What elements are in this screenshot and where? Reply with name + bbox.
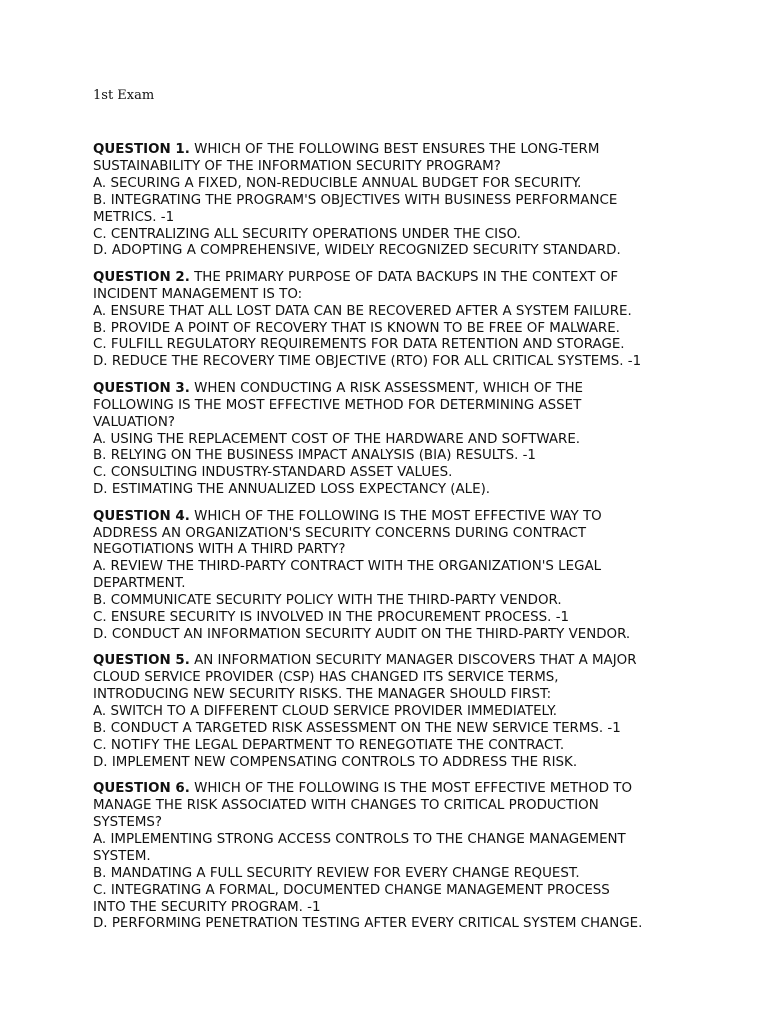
answer-option-line: METRICS. -1 bbox=[93, 209, 175, 225]
question-stem-text: INTRODUCING NEW SECURITY RISKS. THE MANAGER SHOULD FIRST: bbox=[93, 687, 552, 703]
question-stem-text: INCIDENT MANAGEMENT IS TO: bbox=[93, 286, 303, 302]
question-stem-line bbox=[93, 415, 693, 432]
answer-option-line: C. ENSURE SECURITY IS INVOLVED IN THE PROCUREMENT PROCESS. -1 bbox=[93, 610, 570, 626]
answer-option-line: D. REDUCE THE RECOVERY TIME OBJECTIVE (RTO) FOR ALL CRITICAL SYSTEMS. -1 bbox=[93, 354, 642, 370]
question-stem-text: SYSTEMS? bbox=[93, 815, 162, 831]
question-stem-line bbox=[93, 287, 693, 304]
question-2 bbox=[93, 270, 693, 371]
question-list bbox=[93, 142, 693, 943]
question-stem-text: WHEN CONDUCTING A RISK ASSESSMENT, WHICH OF THE bbox=[189, 380, 583, 396]
question-6 bbox=[93, 781, 693, 933]
question-label: QUESTION 6. bbox=[93, 781, 190, 797]
question-stem-text: THE PRIMARY PURPOSE OF DATA BACKUPS IN THE CONTEXT OF bbox=[189, 269, 619, 285]
question-stem-line bbox=[93, 509, 693, 526]
question-stem-line bbox=[93, 398, 693, 415]
question-stem-line bbox=[93, 687, 693, 704]
question-stem-line bbox=[93, 815, 693, 832]
question-stem-line bbox=[93, 781, 693, 798]
answer-option-line: B. COMMUNICATE SECURITY POLICY WITH THE THIRD-PARTY VENDOR. bbox=[93, 593, 562, 609]
question-stem-text: WHICH OF THE FOLLOWING BEST ENSURES THE LONG-TERM bbox=[189, 142, 600, 157]
answer-option-line: C. FULFILL REGULATORY REQUIREMENTS FOR DATA RETENTION AND STORAGE. bbox=[93, 337, 625, 353]
question-stem-text: MANAGE THE RISK ASSOCIATED WITH CHANGES TO CRITICAL PRODUCTION bbox=[93, 798, 599, 814]
answer-option-line: B. RELYING ON THE BUSINESS IMPACT ANALYSIS (BIA) RESULTS. -1 bbox=[93, 448, 536, 464]
question-stem-text: SUSTAINABILITY OF THE INFORMATION SECURITY PROGRAM? bbox=[93, 158, 501, 174]
question-label: QUESTION 3. bbox=[93, 380, 190, 396]
answer-option-line: D. ESTIMATING THE ANNUALIZED LOSS EXPECTANCY (ALE). bbox=[93, 482, 491, 498]
question-stem-text: FOLLOWING IS THE MOST EFFECTIVE METHOD FOR DETERMINING ASSET bbox=[93, 397, 582, 413]
answer-option-line: B. PROVIDE A POINT OF RECOVERY THAT IS KNOWN TO BE FREE OF MALWARE. bbox=[93, 320, 620, 336]
question-5 bbox=[93, 653, 693, 771]
question-label: QUESTION 1. bbox=[93, 142, 190, 157]
question-label: QUESTION 4. bbox=[93, 508, 190, 524]
question-stem-text: NEGOTIATIONS WITH A THIRD PARTY? bbox=[93, 542, 346, 558]
document-title: 1st Exam bbox=[93, 88, 155, 103]
question-4 bbox=[93, 509, 693, 644]
answer-option-line: A. SWITCH TO A DIFFERENT CLOUD SERVICE PROVIDER IMMEDIATELY. bbox=[93, 704, 557, 720]
question-stem-line bbox=[93, 270, 693, 287]
question-stem-line bbox=[93, 798, 693, 815]
answer-option-line: A. IMPLEMENTING STRONG ACCESS CONTROLS TO THE CHANGE MANAGEMENT bbox=[93, 831, 626, 847]
question-stem-line bbox=[93, 381, 693, 398]
question-label: QUESTION 5. bbox=[93, 653, 190, 669]
answer-option-line: C. CENTRALIZING ALL SECURITY OPERATIONS UNDER THE CISO. bbox=[93, 226, 521, 242]
answer-option-line: A. SECURING A FIXED, NON-REDUCIBLE ANNUAL BUDGET FOR SECURITY. bbox=[93, 175, 582, 191]
question-stem-line bbox=[93, 159, 693, 176]
question-stem-text: CLOUD SERVICE PROVIDER (CSP) HAS CHANGED ITS SERVICE TERMS, bbox=[93, 670, 559, 686]
answer-option-line: DEPARTMENT. bbox=[93, 576, 186, 592]
question-stem-line bbox=[93, 653, 693, 670]
answer-option-line: SYSTEM. bbox=[93, 848, 151, 864]
question-stem-line bbox=[93, 526, 693, 543]
question-stem-text: WHICH OF THE FOLLOWING IS THE MOST EFFECTIVE METHOD TO bbox=[189, 781, 633, 797]
answer-option-line: B. MANDATING A FULL SECURITY REVIEW FOR EVERY CHANGE REQUEST. bbox=[93, 865, 580, 881]
answer-option-line: D. ADOPTING A COMPREHENSIVE, WIDELY RECOGNIZED SECURITY STANDARD. bbox=[93, 243, 621, 259]
answer-option-line: B. INTEGRATING THE PROGRAM'S OBJECTIVES WITH BUSINESS PERFORMANCE bbox=[93, 192, 618, 208]
question-3 bbox=[93, 381, 693, 499]
question-stem-text: WHICH OF THE FOLLOWING IS THE MOST EFFECTIVE WAY TO bbox=[189, 508, 602, 524]
answer-option-line: D. IMPLEMENT NEW COMPENSATING CONTROLS TO ADDRESS THE RISK. bbox=[93, 754, 578, 770]
answer-option-line: D. CONDUCT AN INFORMATION SECURITY AUDIT ON THE THIRD-PARTY VENDOR. bbox=[93, 626, 631, 642]
answer-option-line: A. ENSURE THAT ALL LOST DATA CAN BE RECOVERED AFTER A SYSTEM FAILURE. bbox=[93, 303, 632, 319]
answer-option-line: B. CONDUCT A TARGETED RISK ASSESSMENT ON THE NEW SERVICE TERMS. -1 bbox=[93, 721, 621, 736]
question-stem-line bbox=[93, 142, 693, 159]
question-stem-text: AN INFORMATION SECURITY MANAGER DISCOVERS THAT A MAJOR bbox=[189, 653, 637, 669]
question-stem-text: ADDRESS AN ORGANIZATION'S SECURITY CONCERNS DURING CONTRACT bbox=[93, 525, 587, 541]
answer-option-line: C. CONSULTING INDUSTRY-STANDARD ASSET VALUES. bbox=[93, 465, 453, 481]
question-stem-line bbox=[93, 670, 693, 687]
question-label: QUESTION 2. bbox=[93, 269, 190, 285]
answer-option-line: D. PERFORMING PENETRATION TESTING AFTER EVERY CRITICAL SYSTEM CHANGE. bbox=[93, 916, 643, 932]
question-stem-text: VALUATION? bbox=[93, 414, 175, 430]
question-stem-line bbox=[93, 542, 693, 559]
answer-option-line: INTO THE SECURITY PROGRAM. -1 bbox=[93, 899, 321, 915]
answer-option-line: A. REVIEW THE THIRD-PARTY CONTRACT WITH THE ORGANIZATION'S LEGAL bbox=[93, 559, 602, 575]
question-1 bbox=[93, 142, 693, 260]
answer-option-line: C. INTEGRATING A FORMAL, DOCUMENTED CHANGE MANAGEMENT PROCESS bbox=[93, 882, 610, 898]
answer-option-line: C. NOTIFY THE LEGAL DEPARTMENT TO RENEGOTIATE THE CONTRACT. bbox=[93, 737, 565, 753]
answer-option-line: A. USING THE REPLACEMENT COST OF THE HARDWARE AND SOFTWARE. bbox=[93, 431, 581, 447]
